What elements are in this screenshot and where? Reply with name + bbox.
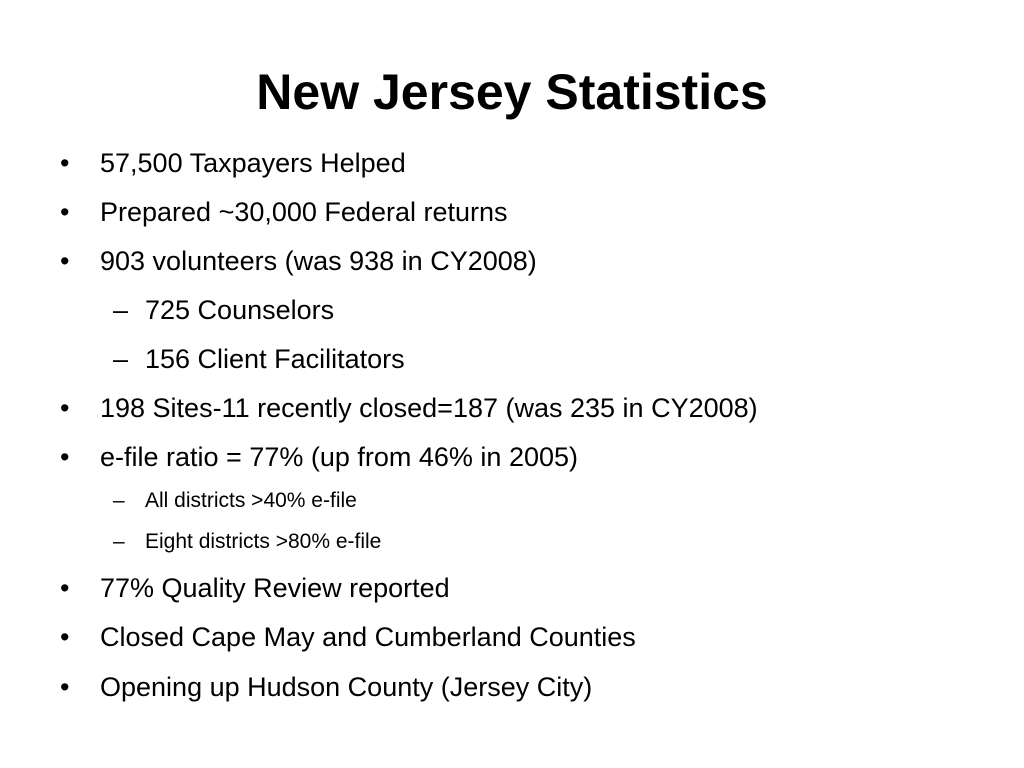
slide-title: New Jersey Statistics [256, 64, 768, 120]
list-item-text: 77% Quality Review reported [100, 573, 450, 603]
list-subitem-text: 156 Client Facilitators [145, 344, 405, 374]
list-item-text: 903 volunteers (was 938 in CY2008) [100, 246, 537, 276]
bullet-icon: • [60, 672, 70, 702]
list-subitem-text: All districts >40% e-file [145, 489, 357, 512]
list-item-text: 198 Sites-11 recently closed=187 (was 235 in CY2008) [100, 393, 758, 423]
list-subitem-text: 725 Counselors [145, 295, 335, 325]
bullet-icon: • [60, 573, 70, 603]
list-item-text: Opening up Hudson County (Jersey City) [100, 672, 593, 702]
bullet-icon: • [60, 442, 70, 472]
dash-icon: – [113, 489, 125, 512]
bullet-icon: • [60, 246, 70, 276]
list-subitem-text: Eight districts >80% e-file [145, 530, 382, 553]
list-item-text: Closed Cape May and Cumberland Counties [100, 622, 636, 652]
list-item-text: Prepared ~30,000 Federal returns [100, 197, 508, 227]
list-item-text: e-file ratio = 77% (up from 46% in 2005) [100, 442, 578, 472]
bullet-icon: • [60, 197, 70, 227]
dash-icon: – [113, 530, 125, 553]
bullet-icon: • [60, 393, 70, 423]
dash-icon: – [113, 344, 129, 374]
bullet-icon: • [60, 148, 70, 178]
dash-icon: – [113, 295, 129, 325]
list-item-text: 57,500 Taxpayers Helped [100, 148, 406, 178]
bullet-icon: • [60, 622, 70, 652]
